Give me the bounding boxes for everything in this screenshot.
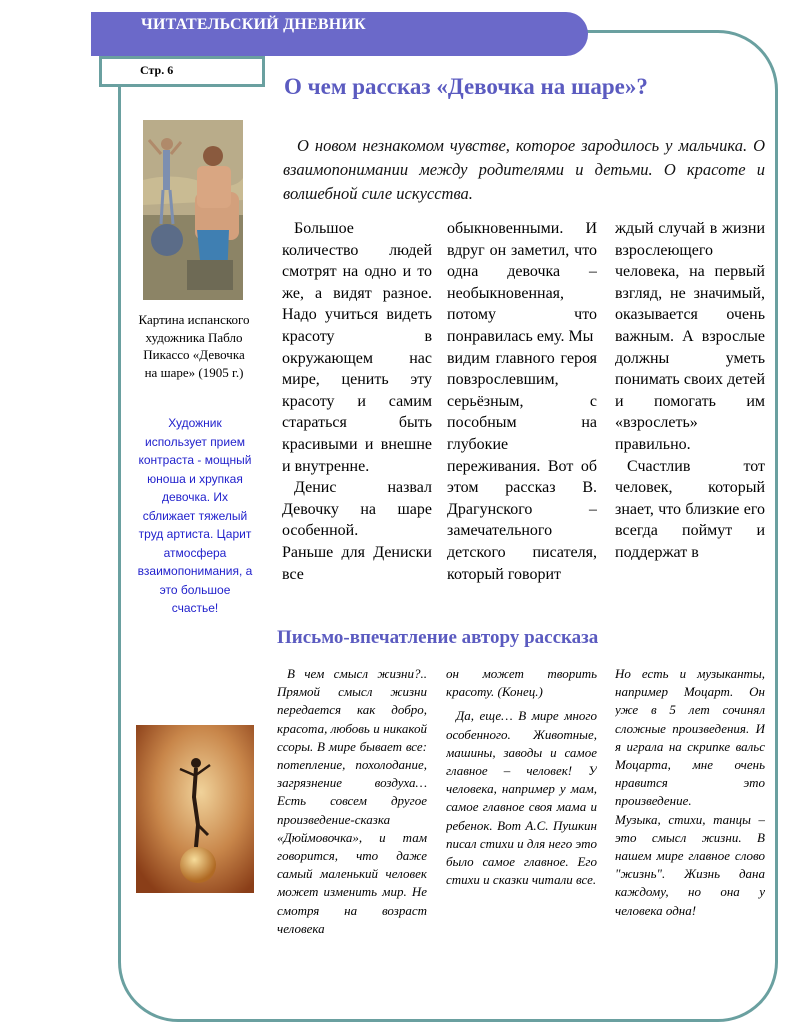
paragraph: Денис назвал Девочку на шаре особенной. bbox=[282, 479, 432, 540]
letter-column-1 bbox=[277, 665, 427, 1031]
paragraph: Музыка, стихи, танцы – это смысл жизни. В нашем мире главное слово "жизнь". Жизнь дана каждому, но она у человека одна! bbox=[615, 811, 765, 918]
paragraph: В чем смысл жизни?.. Прямой смысл жизни передается как добро, красота, любовь и никакой ссоры. В мире бывает все: потепление, похолодание, загрязнение воздуха… Есть совсем другое произведение-сказка «Дюймовочка», и там говорится, что даже самый маленький человек может изменить мир. Не смотря на возраст человека bbox=[277, 666, 427, 936]
article-column-2 bbox=[447, 218, 597, 622]
paragraph: Но есть и музыканты, например Моцарт. Он уже в 5 лет сочинял сложные произведения. И я играла на скрипке вальс Моцарта, мне очень нравится это произведение. bbox=[615, 666, 765, 809]
page-number: Стр. 6 bbox=[140, 63, 174, 77]
paragraph: он может творить красоту. (Конец.) bbox=[446, 666, 597, 700]
letter-title: Письмо-впечатление автору рассказа bbox=[277, 627, 599, 648]
picasso-painting-image bbox=[143, 120, 243, 300]
paragraph: Раньше для Дениски все bbox=[282, 543, 432, 583]
paragraph: ждый случай в жизни взрослеющего человека, на первый взгляд, не значимый, оказывается очень важным. А взрослые должны уметь понимать своих детей и помогать им «взрослеть» правильно. bbox=[615, 220, 765, 453]
article-intro: О новом незнакомом чувстве, которое зародилось у мальчика. О взаимопонимании между родителями и детьми. О красоте и волшебной силе искусства. bbox=[283, 136, 765, 203]
letter-column-2 bbox=[446, 665, 597, 955]
girl-on-ball-image bbox=[136, 725, 254, 893]
page-number-box bbox=[99, 56, 265, 87]
article-title: О чем рассказ «Девочка на шаре»? bbox=[284, 74, 648, 99]
paragraph: Счастлив тот человек, который знает, что близкие его всегда поймут и поддержат в bbox=[615, 457, 765, 561]
article-column-1 bbox=[282, 218, 432, 622]
artist-note: Художник использует прием контраста - мощный юноша и хрупкая девочка. Их сближает тяжелый труд артиста. Царит атмосфера взаимопонимания, а это большое счастье! bbox=[137, 416, 253, 615]
paragraph: видим главного героя повзрослевшим, серьёзным, с пособным на глубокие переживания. Вот об этом рассказ В. Драгунского – замечательного детского писателя, который говорит bbox=[447, 349, 597, 583]
paragraph: обыкновенными. И вдруг он заметил, что одна девочка – необыкновенная, потому что понравилась ему. Мы bbox=[447, 220, 597, 345]
header-title: ЧИТАТЕЛЬСКИЙ ДНЕВНИК bbox=[141, 16, 366, 33]
painting-caption: Картина испанского художника Пабло Пикассо «Девочка на шаре» (1905 г.) bbox=[138, 312, 250, 380]
article-column-3 bbox=[615, 218, 765, 622]
paragraph: Большое количество людей смотрят на одно и то же, а видят разное. Надо учиться видеть красоту в окружающем нас мире, ценить эту красоту и самим стараться быть красивыми и внешне и внутренне. bbox=[282, 220, 432, 475]
paragraph: Да, еще… В мире много особенного. Животные, машины, заводы и самое главное – человек! У человека, например у мам, самое главное своя мама и ребенок. Вот А.С. Пушкин писал стихи и для него это было самое главное. Его стихи и сказки читали все. bbox=[446, 708, 597, 888]
letter-column-3 bbox=[615, 665, 765, 985]
